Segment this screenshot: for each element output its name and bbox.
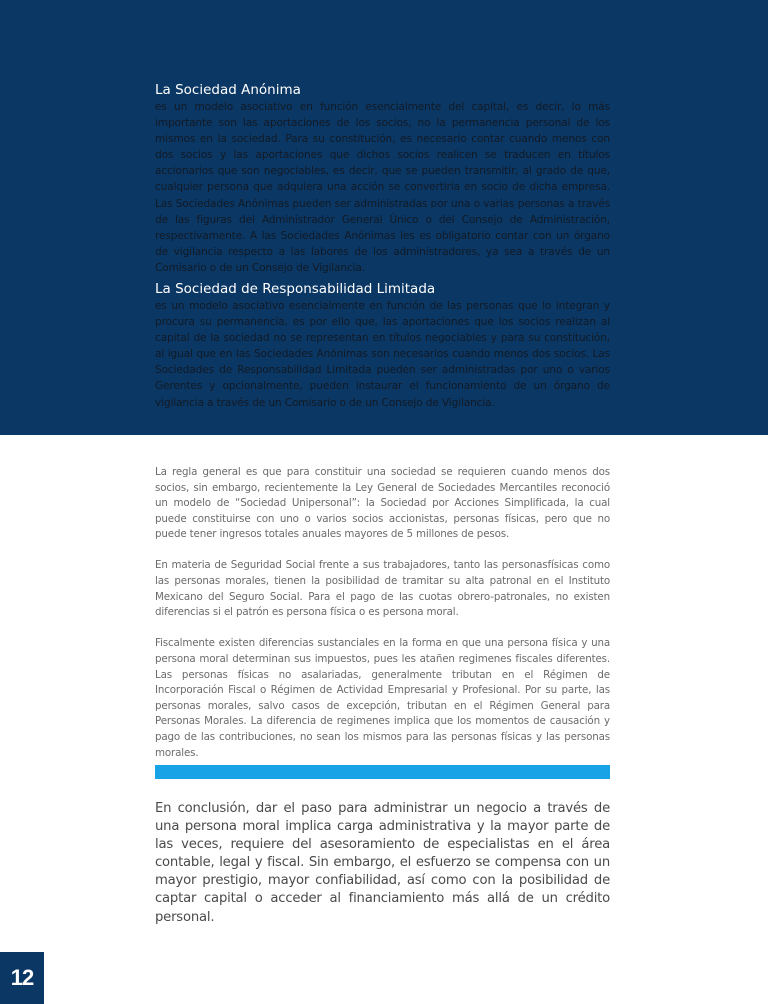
page-number-box [0, 952, 44, 1004]
body-paragraph-seguridad-social: En materia de Seguridad Social frente a sus trabajadores, tanto las personasfísicas como las personas morales, tienen la posibilidad de tramitar su alta patronal en el Instituto Mexicano del Seguro Social. Para el pago de las cuotas obrero-patronales, no existen diferencias si el patrón es persona física o es persona moral. [155, 559, 610, 619]
section-body-sociedad-anonima: es un modelo asociativo en función esencialmente del capital, es decir, lo más importante son las aportaciones de los socios, no la permanencia personal de los mismos en la sociedad. Para su constitución, es necesario contar cuando menos con dos socios y las aportaciones que dichos socios realicen se traducen en títulos accionarios que son negociables, es decir, que se pueden transmitir, al grado de que, cualquier persona que adquiera una acción se convertiría en socio de dicha empresa. Las Sociedades Anónimas pueden ser administradas por una o varias personas a través de las figuras del Administrador General Único o del Consejo de Administración, respectivamente. A las Sociedades Anónimas les es obligatorio contar con un órgano de vigilancia respecto a las labores de los administradores, ya sea a través de un Comisario o de un Consejo de Vigilancia. [155, 101, 610, 274]
conclusion-paragraph: En conclusión, dar el paso para administrar un negocio a través de una persona moral implica carga administrativa y la mayor parte de las veces, requiere del asesoramiento de especialistas en el área contable, legal y fiscal. Sin embargo, el esfuerzo se compensa con un mayor prestigio, mayor confiabilidad, así como con la posibilidad de captar capital o acceder al financiamiento más allá de un crédito personal. [155, 801, 610, 925]
section-sociedad-anonima [155, 82, 610, 276]
body-paragraph-fiscal: Fiscalmente existen diferencias sustanciales en la forma en que una persona física y una persona moral determinan sus impuestos, pues les atañen regimenes fiscales diferentes. Las personas físicas no asalariadas, generalmente tributan en el Régimen de Incorporación Fiscal o Régimen de Actividad Empresarial y Profesional. Por su parte, las personas morales, salvo casos de excepción, tributan en el Régimen General para Personas Morales. La diferencia de regimenes implica que los momentos de causación y pago de las contribuciones, no sean los mismos para las personas físicas y las personas morales. [155, 637, 610, 759]
section-responsabilidad-limitada [155, 281, 610, 411]
page-number: 12 [10, 965, 34, 990]
section-body-responsabilidad-limitada: es un modelo asociativo esencialmente en función de las personas que lo integran y procura su permanencia, es por ello que, las aportaciones que los socios realizan al capital de la sociedad no se representan en títulos negociables y para su constitución, al igual que en las Sociedades Anónimas son necesarios cuando menos dos socios. Las Sociedades de Responsabilidad Limitada pueden ser administradas por uno o varios Gerentes y opcionalmente, pueden instaurar el funcionamiento de un órgano de vigilancia a través de un Comisario o de un Consejo de Vigilancia. [155, 300, 610, 409]
section-title-responsabilidad-limitada: La Sociedad de Responsabilidad Limitada [155, 281, 436, 297]
body-text-block [155, 465, 610, 777]
section-title-sociedad-anonima: La Sociedad Anónima [155, 82, 301, 98]
body-paragraph-sociedad-unipersonal: La regla general es que para constituir una sociedad se requieren cuando menos dos socios, sin embargo, recientemente la Ley General de Sociedades Mercantiles reconoció un modelo de “Sociedad Unipersonal”: la Sociedad por Acciones Simplificada, la cual puede constituirse con uno o varios socios accionistas, personas físicas, pero que no puede tener ingresos totales anuales mayores de 5 millones de pesos. [155, 466, 610, 541]
accent-divider-bar [155, 765, 610, 779]
